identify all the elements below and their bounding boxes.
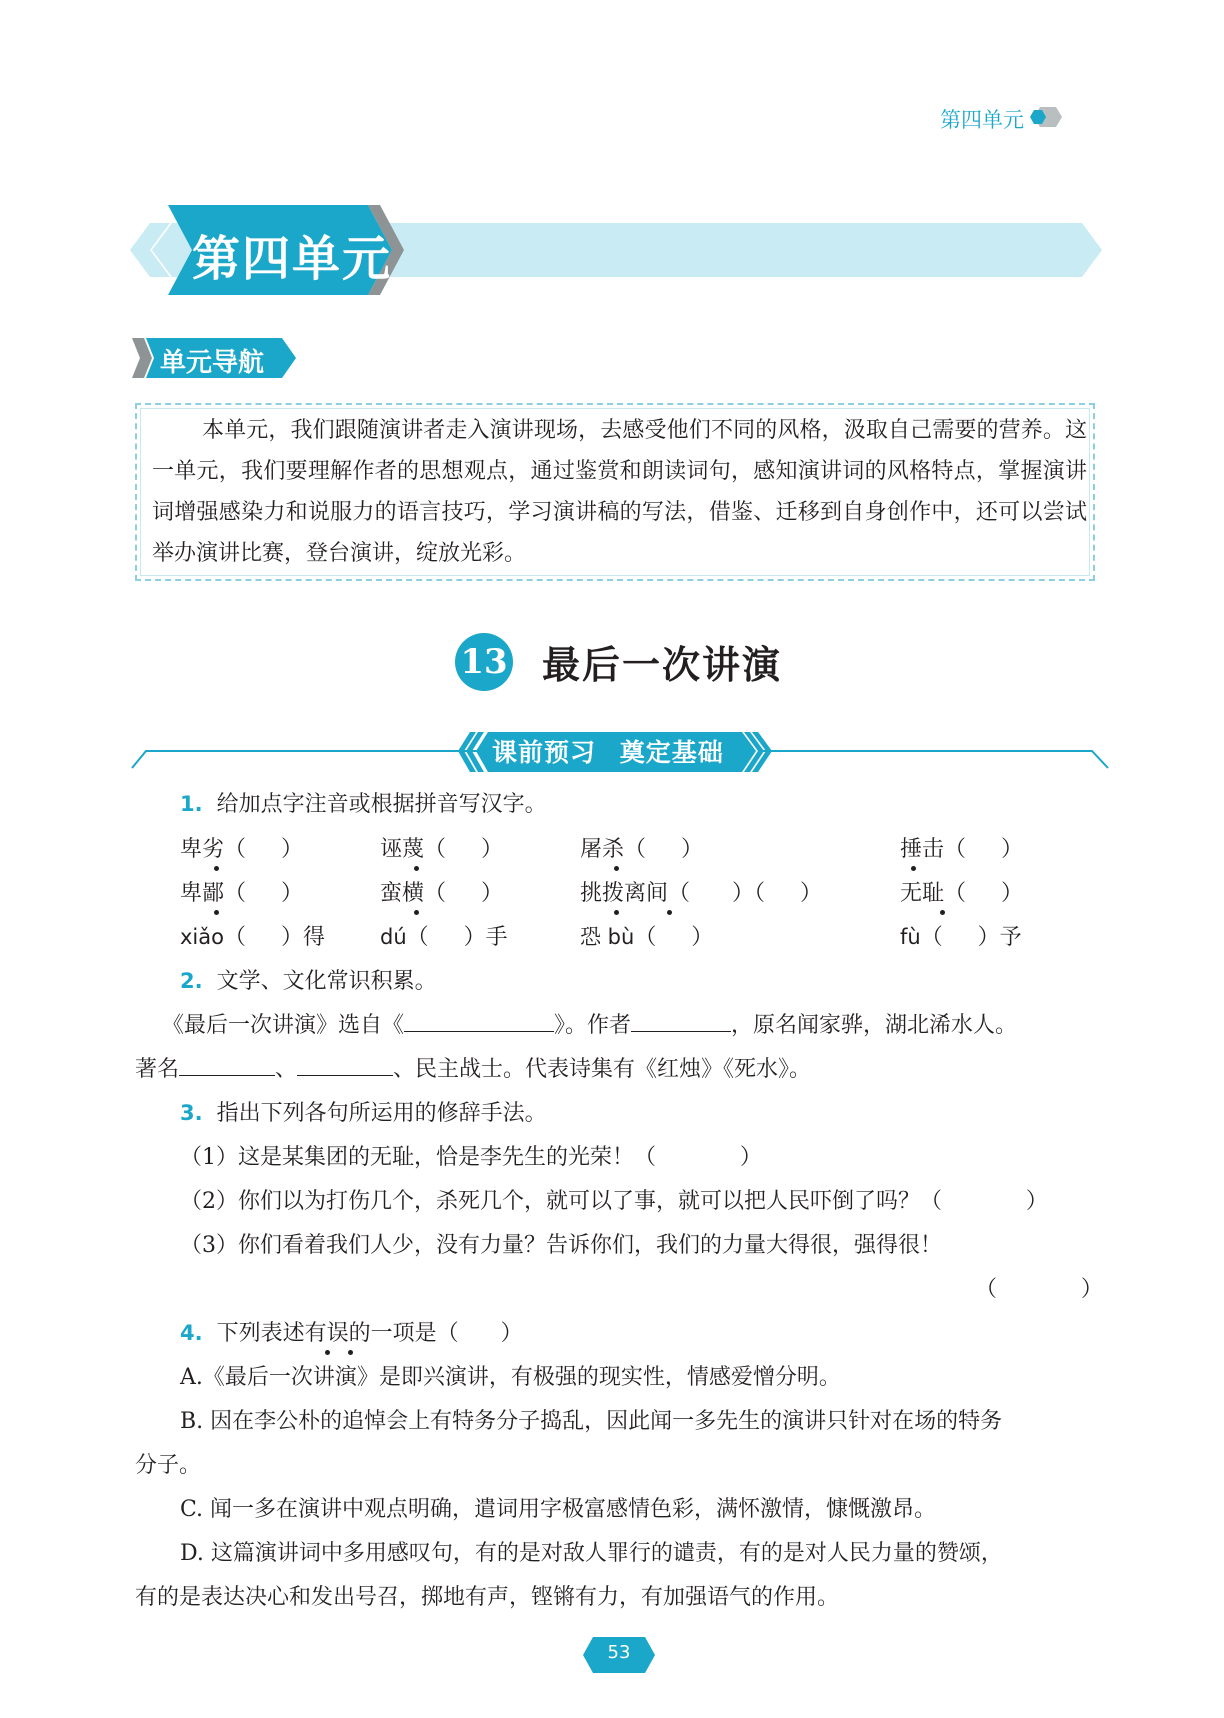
- q3-item-2: （2）你们以为打伤几个，杀死几个，就可以了事，就可以把人民吓倒了吗？（ ）: [180, 1189, 1048, 1214]
- lesson-number-badge: 13: [455, 633, 513, 691]
- running-header-label: 第四单元: [940, 108, 1024, 132]
- emphasis-dot: [325, 1350, 330, 1355]
- q1-item-8: 无耻（ ）: [900, 881, 1023, 906]
- header-hexagon-icon: [1028, 104, 1068, 130]
- q3-item-1: （1）这是某集团的无耻，恰是李先生的光荣！（ ）: [180, 1145, 762, 1170]
- emphasis-dot: [614, 910, 619, 915]
- q1-item-6: 蛮横（ ）: [380, 881, 503, 906]
- question-4-prompt: 4. 下列表述有误的一项是（ ）: [180, 1321, 523, 1346]
- q2-line-1: 《最后一次讲演》选自《 》。作者 ，原名闻家骅，湖北浠水人。: [162, 1013, 1018, 1038]
- question-1-prompt: 1. 给加点字注音或根据拼音写汉字。: [180, 792, 547, 817]
- answer-blank[interactable]: [297, 1055, 393, 1076]
- unit-title: 第四单元: [192, 231, 393, 287]
- q1-item-2: 诬蔑（ ）: [380, 837, 503, 862]
- emphasis-dot: [414, 910, 419, 915]
- emphasized-text: 有误: [304, 1321, 349, 1346]
- q1-item-12: fù（ ）予: [900, 925, 1022, 950]
- section-label: 课前预习 奠定基础: [492, 738, 724, 767]
- q4-option-d-cont: 有的是表达决心和发出号召，掷地有声，铿锵有力，有加强语气的作用。: [135, 1585, 840, 1610]
- q1-item-4: 捶击（ ）: [900, 837, 1023, 862]
- emphasis-dot: [940, 910, 945, 915]
- q2-line-2: 著名 、 、民主战士。代表诗集有《红烛》《死水》。: [135, 1057, 812, 1082]
- q4-option-b-cont: 分子。: [135, 1453, 202, 1478]
- answer-blank[interactable]: [179, 1055, 275, 1076]
- emphasis-dot: [414, 866, 419, 871]
- q1-item-9: xiǎo（ ）得: [180, 925, 325, 950]
- lesson-title: 最后一次讲演: [542, 642, 783, 687]
- q1-item-1: 卑劣（ ）: [180, 837, 303, 862]
- q4-option-a: A.《最后一次讲演》是即兴演讲，有极强的现实性，情感爱憎分明。: [180, 1365, 841, 1390]
- q1-item-11: 恐 bù（ ）: [580, 925, 714, 950]
- question-3-prompt: 3. 指出下列各句所运用的修辞手法。: [180, 1101, 547, 1126]
- unit-intro-text: 本单元，我们跟随演讲者走入演讲现场，去感受他们不同的风格，汲取自己需要的营养。这一单元，我们要理解作者的思想观点，通过鉴赏和朗读词句，感知演讲词的风格特点，掌握演讲词增强感染力和说服力的语言技巧，学习演讲稿的写法，借鉴、迁移到自身创作中，还可以尝试举办演讲比赛，登台演讲，绽放光彩。: [152, 418, 1087, 566]
- emphasis-dot: [614, 866, 619, 871]
- emphasis-dot: [214, 866, 219, 871]
- answer-blank[interactable]: [404, 1011, 554, 1032]
- q1-item-10: dú（ ）手: [380, 925, 508, 950]
- question-2-prompt: 2. 文学、文化常识积累。: [180, 969, 437, 994]
- emphasis-dot: [911, 866, 916, 871]
- q4-option-d: D. 这篇演讲词中多用感叹句，有的是对敌人罪行的谴责，有的是对人民力量的赞颂，: [180, 1541, 1003, 1566]
- emphasis-dot: [348, 1350, 353, 1355]
- q3-item-3: （3）你们看着我们人少，没有力量？告诉你们，我们的力量大得很，强得很！: [180, 1233, 942, 1258]
- page-number: 53: [607, 1642, 631, 1663]
- emphasis-dot: [667, 910, 672, 915]
- q4-option-c: C. 闻一多在演讲中观点明确，遣词用字极富感情色彩，满怀激情，慷慨激昂。: [180, 1497, 937, 1522]
- q1-item-7: 挑拨离间（ ）（ ）: [580, 881, 822, 906]
- q4-option-b: B. 因在李公朴的追悼会上有特务分子捣乱，因此闻一多先生的演讲只针对在场的特务: [180, 1409, 1003, 1434]
- q1-item-5: 卑鄙（ ）: [180, 881, 303, 906]
- q1-item-3: 屠杀（ ）: [580, 837, 703, 862]
- q3-item-3-answer: （ ）: [975, 1277, 1103, 1302]
- unit-nav-label: 单元导航: [160, 348, 265, 378]
- answer-blank[interactable]: [631, 1011, 731, 1032]
- emphasis-dot: [214, 910, 219, 915]
